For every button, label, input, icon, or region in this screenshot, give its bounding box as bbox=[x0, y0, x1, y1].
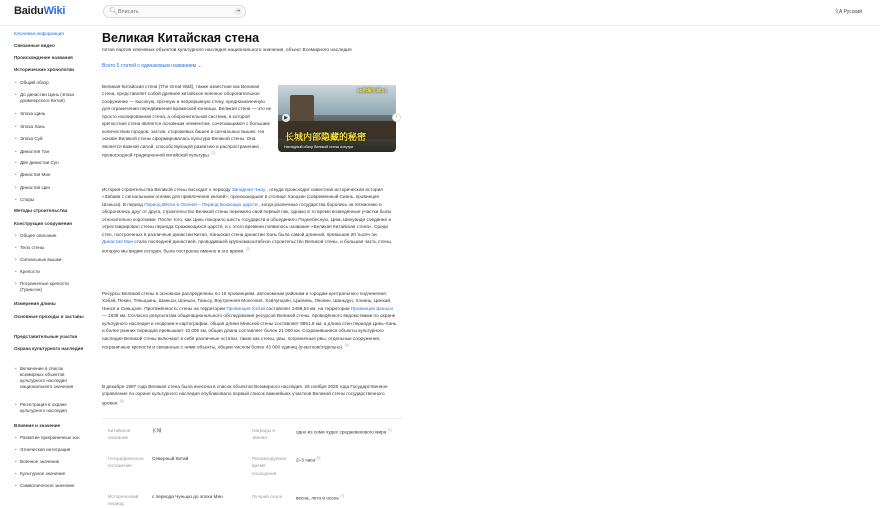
resources-text-1: Ресурсы Великой стены в основном распределены по 15 провинциям, автономным районам и городам центрального подчинения: Хэбэй, Пекин, Тяньцзинь, Шаньси, Шэньси, Ганьсу, Внутренняя Монголия, Хэйлунцзян, Цзилинь, Ляонин, Шаньдун, Хэнань, Цинхай, Нинся и Синьцзян. Протяжённость стены на территории bbox=[102, 291, 392, 311]
citation-ref[interactable]: [2] bbox=[211, 151, 216, 156]
history-text-1: История строительства Великой стены восходит к периоду bbox=[102, 187, 231, 192]
heritage-text: В декабре 1987 года Великая стена была внесена в список объектов Всемирного наследия. 26 ноября 2020 года Государственное управление по охране культурного наследия опубликовало первый список важнейших участков Великой стены государственного уровня. bbox=[102, 384, 388, 406]
same-name-articles-label: Всего 5 статей с одинаковым названием bbox=[102, 63, 197, 69]
history-text-4: стала последней династией, проводившей крупномасштабное строительство Великой стены, и большая часть стены, которую мы видим сегодня, была построена именно в это время. bbox=[102, 239, 393, 254]
infobox bbox=[102, 418, 402, 507]
video-player[interactable] bbox=[278, 85, 396, 152]
search-box[interactable] bbox=[103, 5, 246, 18]
intro-paragraph bbox=[102, 83, 274, 159]
toc-item[interactable]: • Сигнальные вышки bbox=[20, 257, 86, 263]
citation-ref[interactable]: [1] bbox=[387, 428, 392, 432]
infobox-label: Награды и звания bbox=[252, 428, 275, 441]
toc-item[interactable]: Представительные участки bbox=[14, 334, 78, 339]
toc-item[interactable]: • Включение в список всемирных объектов культурного наследия национального значения bbox=[20, 366, 86, 390]
history-text-2: , откуда происходит известная историческая история «Забава с сигнальными огнями для привлечения князей», произошедшая в столице Хаоцзин (современный Сиань, провинция Шэньси). В период bbox=[102, 187, 383, 207]
infobox-value: Северный Китай bbox=[152, 456, 189, 461]
citation-ref[interactable]: [4] bbox=[344, 343, 349, 348]
infobox-value bbox=[296, 493, 396, 502]
toc-item[interactable]: • Военное значение bbox=[20, 459, 86, 465]
intro-text: Великая Китайская стена (The Great Wall), также известная как Великая стена, представляет собой древнее китайское военное оборонительное сооружение — высокую, прочную и непрерывную стену, предназначенную для ограничения передвижения вражеской конницы. Великая стена — это не просто изолированная стена, а оборонительная система, в которой крепостная стена является основным элементом, сочетающимся с большим количеством городов, застав, сторожевых башен и сигнальных вышек. На основе Великой стены сформировалась культура Великой стены. Она является важной силой, способствующей развитию и распространению превосходной традиционной китайской культуры. bbox=[102, 84, 272, 158]
toc-item[interactable]: Ключевая информация bbox=[14, 31, 64, 36]
page-subtitle: пятая партия ключевых объектов культурного наследия национального значения, объект Всемирного наследия bbox=[102, 48, 352, 53]
resources-text-3: — 1838 км. Согласно результатам общенационального обследования ресурсов Великой стены, проведённого ведомствами по охране культурного наследия и геодезии и картографии, общая длина Минской стены составляет 8851,8 км, а длина стен периода Цинь-Хань и более ранних периодов превышает 10 000 км, общая длина составляет более 21 000 км. Сохранившиеся объекты культурного наследия Великой стены включают в себя различные остатки, такие как стены, рвы, пограничные рвы, отдельные сооружения, пограничные крепости и связанные с ними объекты, общим числом более 43 000 единиц (участков/отдельно). bbox=[102, 313, 397, 350]
toc-item[interactable]: • Эпоха Суй bbox=[20, 136, 86, 142]
infobox-label: Рекомендуемое время посещения bbox=[252, 456, 287, 476]
citation-ref[interactable]: [5] bbox=[119, 398, 124, 403]
play-icon[interactable]: ▶ bbox=[282, 114, 290, 122]
chevron-right-icon[interactable]: › bbox=[392, 113, 401, 122]
infobox-value bbox=[296, 427, 396, 436]
link-hebei-province[interactable]: Провинция Хэбэй bbox=[226, 305, 265, 311]
infobox-value-text: весна, лето и осень bbox=[296, 495, 339, 501]
link-western-zhou[interactable]: Западная Чжоу bbox=[231, 187, 266, 192]
logo[interactable] bbox=[14, 5, 65, 17]
toc-item[interactable]: Происхождение названия bbox=[14, 55, 73, 60]
toc-item[interactable]: Основные проходы и заставы bbox=[14, 314, 84, 319]
language-label: Русский bbox=[843, 9, 862, 15]
link-ming-dynasty[interactable]: Династия Мин bbox=[102, 239, 134, 245]
link-spring-autumn-period[interactable]: Период Вёсен и Осеней – Период Воюющих царств bbox=[144, 201, 258, 207]
chevron-down-icon: ⌄ bbox=[197, 63, 202, 69]
toc-item[interactable]: • Династия Цин bbox=[20, 185, 86, 191]
search-icon: 🔍︎ bbox=[109, 8, 118, 15]
resources-text-2: составляет 2498,54 км, на территории bbox=[266, 305, 350, 311]
infobox-label: Географическое положение bbox=[108, 456, 144, 469]
resources-paragraph bbox=[102, 290, 397, 351]
toc-item[interactable]: Связанные видео bbox=[14, 43, 55, 48]
toc-item[interactable]: Методы строительства bbox=[14, 208, 68, 213]
toc-item[interactable]: Конструкция сооружения bbox=[14, 221, 72, 226]
infobox-value bbox=[296, 455, 396, 464]
translate-icon: 文A bbox=[833, 9, 843, 15]
toc-item[interactable]: Охрана культурного наследия bbox=[14, 346, 84, 351]
infobox-label: Исторический период bbox=[108, 494, 139, 507]
infobox-value: с периода Чуньцю до эпохи Мин bbox=[152, 494, 223, 499]
toc-item[interactable]: • Общее описание bbox=[20, 233, 86, 239]
video-title: 长城内部隐藏的秘密 bbox=[285, 132, 367, 142]
infobox-label: Китайское название bbox=[108, 428, 131, 441]
search-input[interactable] bbox=[118, 7, 218, 16]
citation-ref[interactable]: [7] bbox=[340, 494, 345, 498]
language-switcher[interactable] bbox=[834, 8, 862, 15]
same-name-articles-link[interactable] bbox=[102, 63, 202, 69]
heritage-paragraph bbox=[102, 383, 397, 407]
citation-ref[interactable]: [6] bbox=[316, 456, 321, 460]
toc-item[interactable]: • Культурное значение bbox=[20, 471, 86, 477]
link-shaanxi-province[interactable]: Провинция Шэньси bbox=[350, 305, 394, 311]
toc-item[interactable]: Измерения длины bbox=[14, 301, 56, 306]
toc-item[interactable]: • Споры bbox=[20, 197, 86, 203]
infobox-value: 长城 bbox=[152, 428, 162, 433]
toc-item[interactable]: • Символическое значение bbox=[20, 483, 86, 489]
toc-item[interactable]: • Развитие приграничных зон bbox=[20, 435, 86, 441]
top-header bbox=[0, 0, 880, 26]
toc-item[interactable]: • Тело стены bbox=[20, 245, 86, 251]
history-paragraph bbox=[102, 186, 397, 255]
toc-item[interactable]: Исторические хронологии bbox=[14, 67, 75, 72]
history-text-3: , когда различные государства боролись за гегемонию и оборонялись друг от друга, строительство Великой стены пережило свой первый пик, однако в то время возведённые участки были относительно короткими. После того, как Цинь покорило шесть государств и объединило Поднебесную, Цинь Шихуанди соединил и отреставрировал стены периода Сражающихся царств, и с этого времени появилось название «Великая Китайская стена». Среди стен, построенных в различные династии Китая, Ханьская стена династии Хань была самой длинной, превышая 20 тысяч ли. bbox=[102, 201, 392, 237]
logo-main: Baidu bbox=[14, 5, 44, 17]
toc-item[interactable]: • Эпоха Хань bbox=[20, 124, 86, 130]
toc-item[interactable]: • Общий обзор bbox=[20, 80, 86, 86]
search-submit-button[interactable]: ⇥ bbox=[235, 8, 241, 14]
toc-item[interactable]: Влияние и значение bbox=[14, 423, 61, 428]
toc-item[interactable]: • Династия Мин bbox=[20, 172, 86, 178]
toc-item[interactable]: • Регистрация в охране культурного наследия bbox=[20, 402, 86, 414]
video-caption: Наглядный обзор Великой стены изнутри bbox=[284, 145, 354, 149]
infobox-value-text: одно из семи чудес средневекового мира bbox=[296, 429, 387, 435]
page-title: Великая Китайская стена bbox=[102, 31, 260, 45]
infobox-label: Лучший сезон bbox=[252, 494, 283, 499]
video-tag: 3D拆解长城 01 bbox=[356, 88, 387, 93]
toc-item[interactable]: • Крепости bbox=[20, 269, 86, 275]
infobox-value-text: 2–3 часа bbox=[296, 457, 316, 463]
logo-accent: Wiki bbox=[43, 5, 66, 17]
citation-ref[interactable]: [3] bbox=[245, 246, 250, 251]
toc-item[interactable]: • Пограничные крепости (Гуаньчэн) bbox=[20, 281, 86, 293]
toc-item[interactable]: • До династии Цинь (эпоха доимперского Китая) bbox=[20, 92, 86, 104]
toc-item[interactable]: • Две династии Сун bbox=[20, 160, 86, 166]
toc-item[interactable]: • Этническая интеграция bbox=[20, 447, 86, 453]
toc-item[interactable]: • Династия Тан bbox=[20, 149, 86, 155]
toc-item[interactable]: • Эпоха Цинь bbox=[20, 111, 86, 117]
